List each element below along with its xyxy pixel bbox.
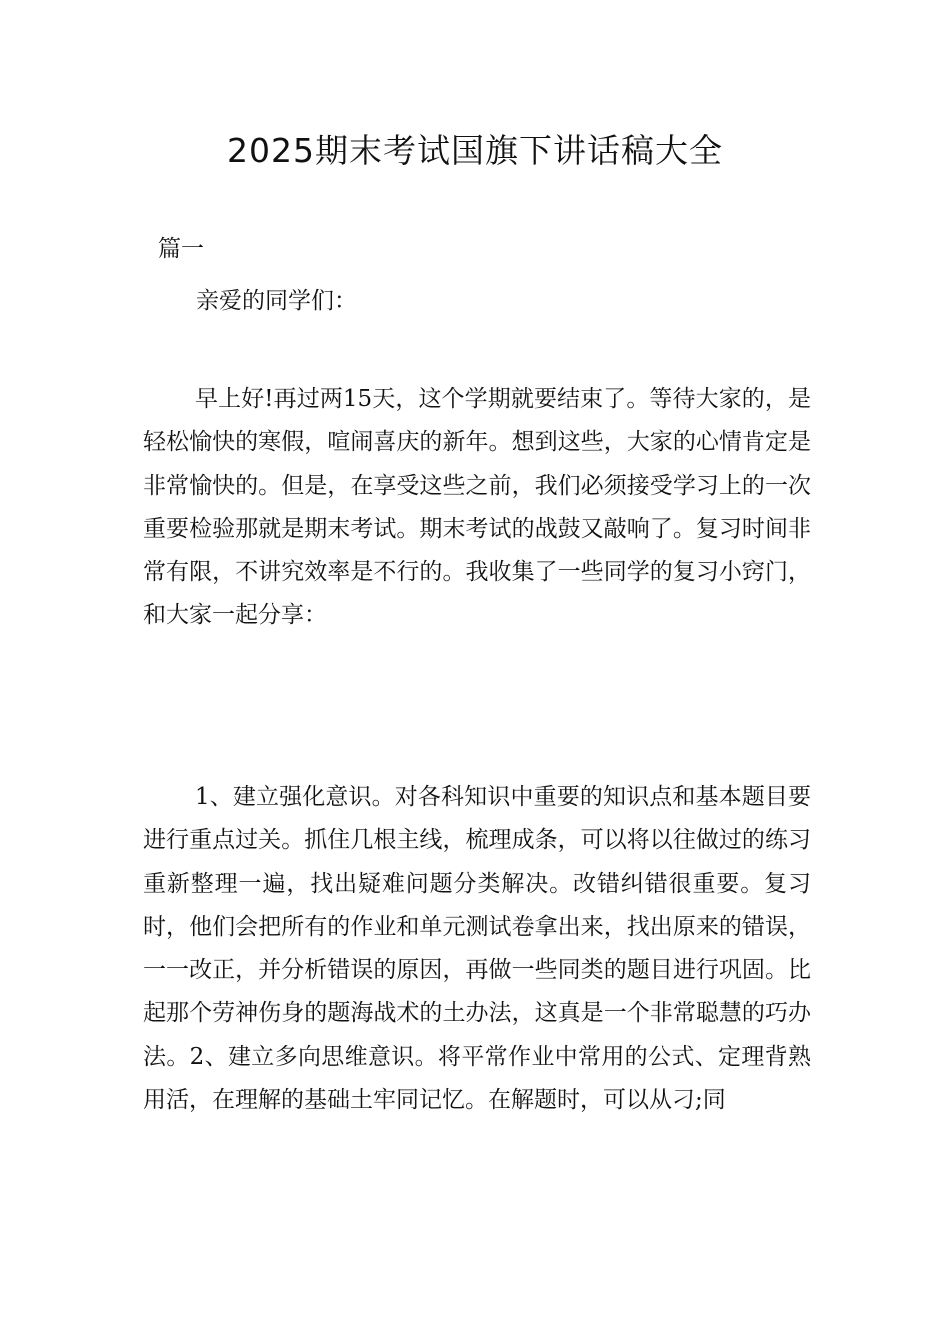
body-paragraph: 1、建立强化意识。对各科知识中重要的知识点和基本题目要进行重点过关。抓住几根主线，梳理成条，可以将以往做过的练习重新整理一遍，找出疑难问题分类解决。改错纠错很重要。复习时，他们会把所有的作业和单元测试卷拿出来，找出原来的错误，一一改正，并分析错误的原因，再做一些同类的题目进行巩固。比起那个劳神伤身的题海战术的土办法，这真是一个非常聪慧的巧办法。2、建立多向思维意识。将平常作业中常用的公式、定理背熟用活，在理解的基础土牢同记忆。在解题时，可以从刁;同 xyxy=(143,784,811,1114)
section-label: 篇一 xyxy=(158,236,204,262)
document-title: 2025期末考试国旗下讲话稿大全 xyxy=(227,131,723,170)
body-paragraph: 早上好!再过两15天，这个学期就要结束了。等待大家的，是轻松愉快的寒假，喧闹喜庆的新年。想到这些，大家的心情肯定是非常愉快的。但是，在享受这些之前，我们必须接受学习上的一次重要检验那就是期末考试。期末考试的战鼓又敲响了。复习时间非常有限，不讲究效率是不行的。我收集了一些同学的复习小窍门，和大家一起分享： xyxy=(143,386,811,629)
salutation: 亲爱的同学们： xyxy=(196,288,357,314)
